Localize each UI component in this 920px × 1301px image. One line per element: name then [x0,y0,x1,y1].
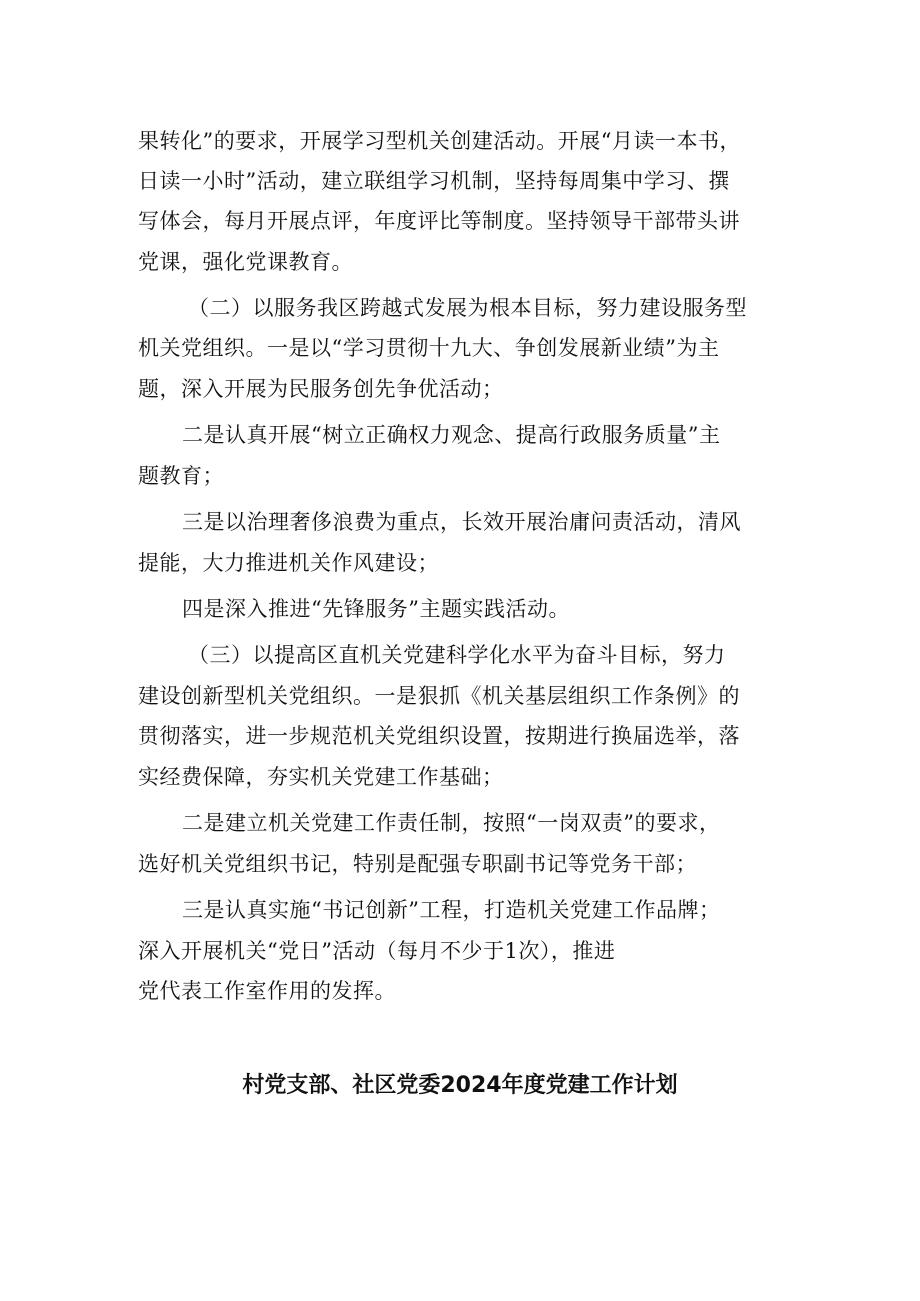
paragraph-line: 二是认真开展“树立正确权力观念、提高行政服务质量”主 [182,423,721,447]
paragraph-line: 四是深入推进“先锋服务”主题实践活动。 [182,597,570,621]
section-title: 村党支部、社区党委2024年度党建工作计划 [242,1073,678,1098]
paragraph-line: 深入开展机关“党日”活动（每月不少于1次），推进 [138,939,616,963]
paragraph-line: 党代表工作室作用的发挥。 [138,979,396,1003]
paragraph-line: 三是认真实施“书记创新”工程，打造机关党建工作品牌； [182,898,721,922]
paragraph-line: 日读一小时”活动，建立联组学习机制，坚持每周集中学习、撰 [138,169,730,193]
paragraph-line: 党课，强化党课教育。 [138,250,353,274]
paragraph-line: 三是以治理奢侈浪费为重点，长效开展治庸问责活动，清风 [182,510,741,534]
paragraph-line: （三）以提高区直机关党建科学化水平为奋斗目标，努力 [188,643,726,667]
paragraph-line: 机关党组织。一是以“学习贯彻十九大、争创发展新业绩”为主 [138,336,720,360]
paragraph-line: 果转化”的要求，开展学习型机关创建活动。开展“月读一本书， [138,129,741,153]
paragraph-line: 二是建立机关党建工作责任制，按照“一岗双责”的要求， [182,811,721,835]
paragraph-line: 题教育； [138,464,224,488]
paragraph-line: 选好机关党组织书记，特别是配强专职副书记等党务干部； [138,852,697,876]
paragraph-line: 贯彻落实，进一步规范机关党组织设置，按期进行换届选举，落 [138,724,740,748]
paragraph-line: 提能，大力推进机关作风建设； [138,551,439,575]
paragraph-line: 题，深入开展为民服务创先争优活动； [138,377,504,401]
paragraph-line: 建设创新型机关党组织。一是狠抓《机关基层组织工作条例》的 [138,684,740,708]
paragraph-line: 写体会，每月开展点评，年度评比等制度。坚持领导干部带头讲 [138,209,740,233]
paragraph-line: （二）以服务我区跨越式发展为根本目标，努力建设服务型 [188,296,747,320]
paragraph-line: 实经费保障，夯实机关党建工作基础； [138,765,504,789]
